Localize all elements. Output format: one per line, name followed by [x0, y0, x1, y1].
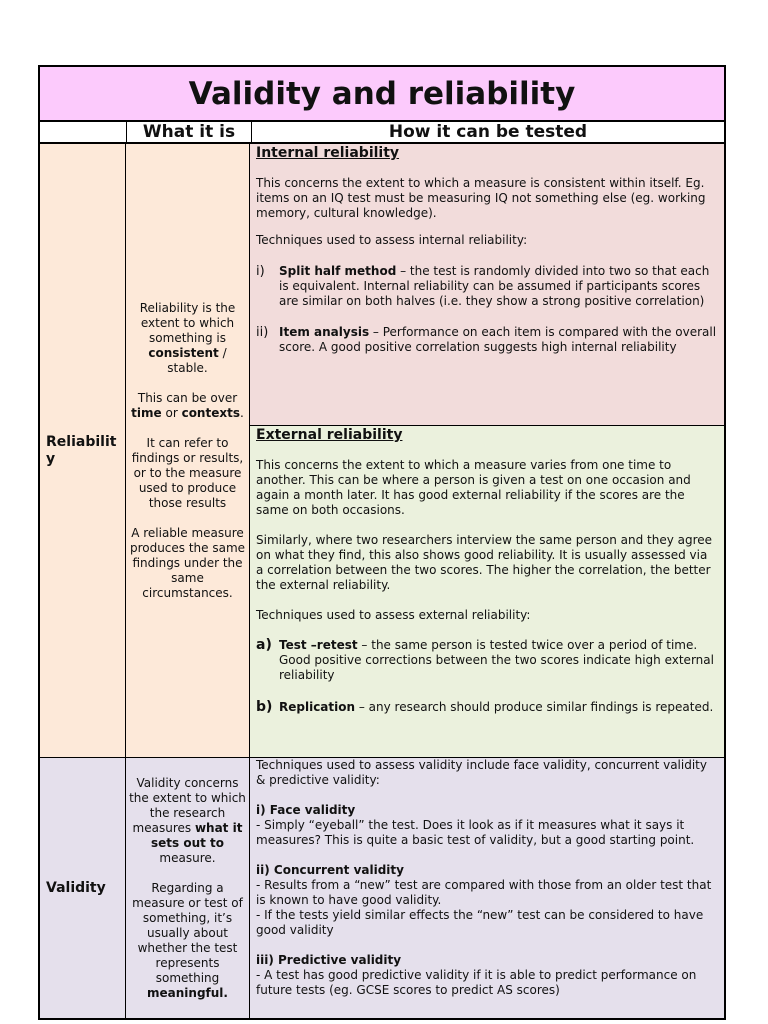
internal-p1: This concerns the extent to which a measure is consistent within itself. Eg. items on an IQ test must be measuring IQ not something else (eg. working memory, cultural knowledge). [256, 176, 706, 220]
face-validity: i) Face validity - Simply “eyeball” the test. Does it look as if it measures what it says it measures? This is quite a basic test of validity, but a good starting point. [256, 803, 695, 847]
validity-intro: Techniques used to assess validity include face validity, concurrent validity & predictive validity: [256, 758, 707, 787]
reliability-def-p4: A reliable measure produces the same findings under the same circumstances. [129, 525, 246, 600]
validity-label: Validity [40, 758, 126, 1018]
external-reliability-heading: External reliability [256, 427, 403, 443]
reliability-row [40, 144, 724, 758]
validity-definition [126, 758, 250, 1018]
list-item: a) Test –retest – the same person is tested twice over a period of time. Good positive corrections between the two scores indicate high external reliability [256, 637, 714, 682]
validity-tests [250, 758, 724, 1018]
header-row [40, 122, 724, 144]
validity-reliability-table [38, 65, 726, 1020]
validity-def-p1: Validity concerns the extent to which the research measures what it sets out to measure. [129, 775, 246, 865]
internal-p2: Techniques used to assess internal reliability: [256, 233, 528, 247]
reliability-def-p3: It can refer to findings or results, or to the measure used to produce those results [131, 435, 244, 510]
concurrent-validity: ii) Concurrent validity - Results from a “new” test are compared with those from an older test that is known to have good validity. - If the tests yield similar effects the “new” test can be considered to have good validity [256, 863, 712, 937]
reliability-label: Reliability [40, 144, 126, 757]
validity-def-p2: Regarding a measure or test of something, it’s usually about whether the test represents something meaningful. [132, 880, 243, 1000]
reliability-def-p1: Reliability is the extent to which something is consistent / stable. [139, 300, 236, 375]
header-how-tested: How it can be tested [388, 122, 588, 142]
list-item: ii) Item analysis – Performance on each item is compared with the overall score. A good positive correlation suggests high internal reliability [256, 325, 717, 354]
header-what-it-is: What it is [127, 122, 252, 142]
reliability-tests [250, 144, 724, 757]
validity-row [40, 758, 724, 1018]
external-reliability-section [250, 426, 724, 757]
header-blank [40, 122, 127, 142]
list-item: i) Split half method – the test is randomly divided into two so that each is equivalent. Internal reliability can be assumed if participants scores are similar on both halves (i.e. they show a strong positive correlation) [256, 264, 710, 308]
list-item: b) Replication – any research should produce similar findings is repeated. [256, 699, 714, 715]
reliability-def-p2: This can be over time or contexts. [131, 390, 244, 420]
internal-reliability-heading: Internal reliability [256, 145, 400, 161]
reliability-definition [126, 144, 250, 757]
external-p1: This concerns the extent to which a measure varies from one time to another. This can be where a person is given a test on one occasion and again a month later. It has good external reliability if the scores are the same on both occasions. [256, 458, 691, 517]
external-p3: Techniques used to assess external reliability: [256, 608, 531, 622]
table-title: Validity and reliability [40, 67, 724, 122]
external-p2: Similarly, where two researchers interview the same person and they agree on what they find, this also shows good reliability. It is usually assessed via a correlation between the two scores. The higher the correlation, the better the external reliability. [256, 533, 713, 592]
predictive-validity: iii) Predictive validity - A test has good predictive validity if it is able to predict performance on future tests (eg. GCSE scores to predict AS scores) [256, 953, 697, 997]
internal-reliability-section [250, 144, 724, 426]
